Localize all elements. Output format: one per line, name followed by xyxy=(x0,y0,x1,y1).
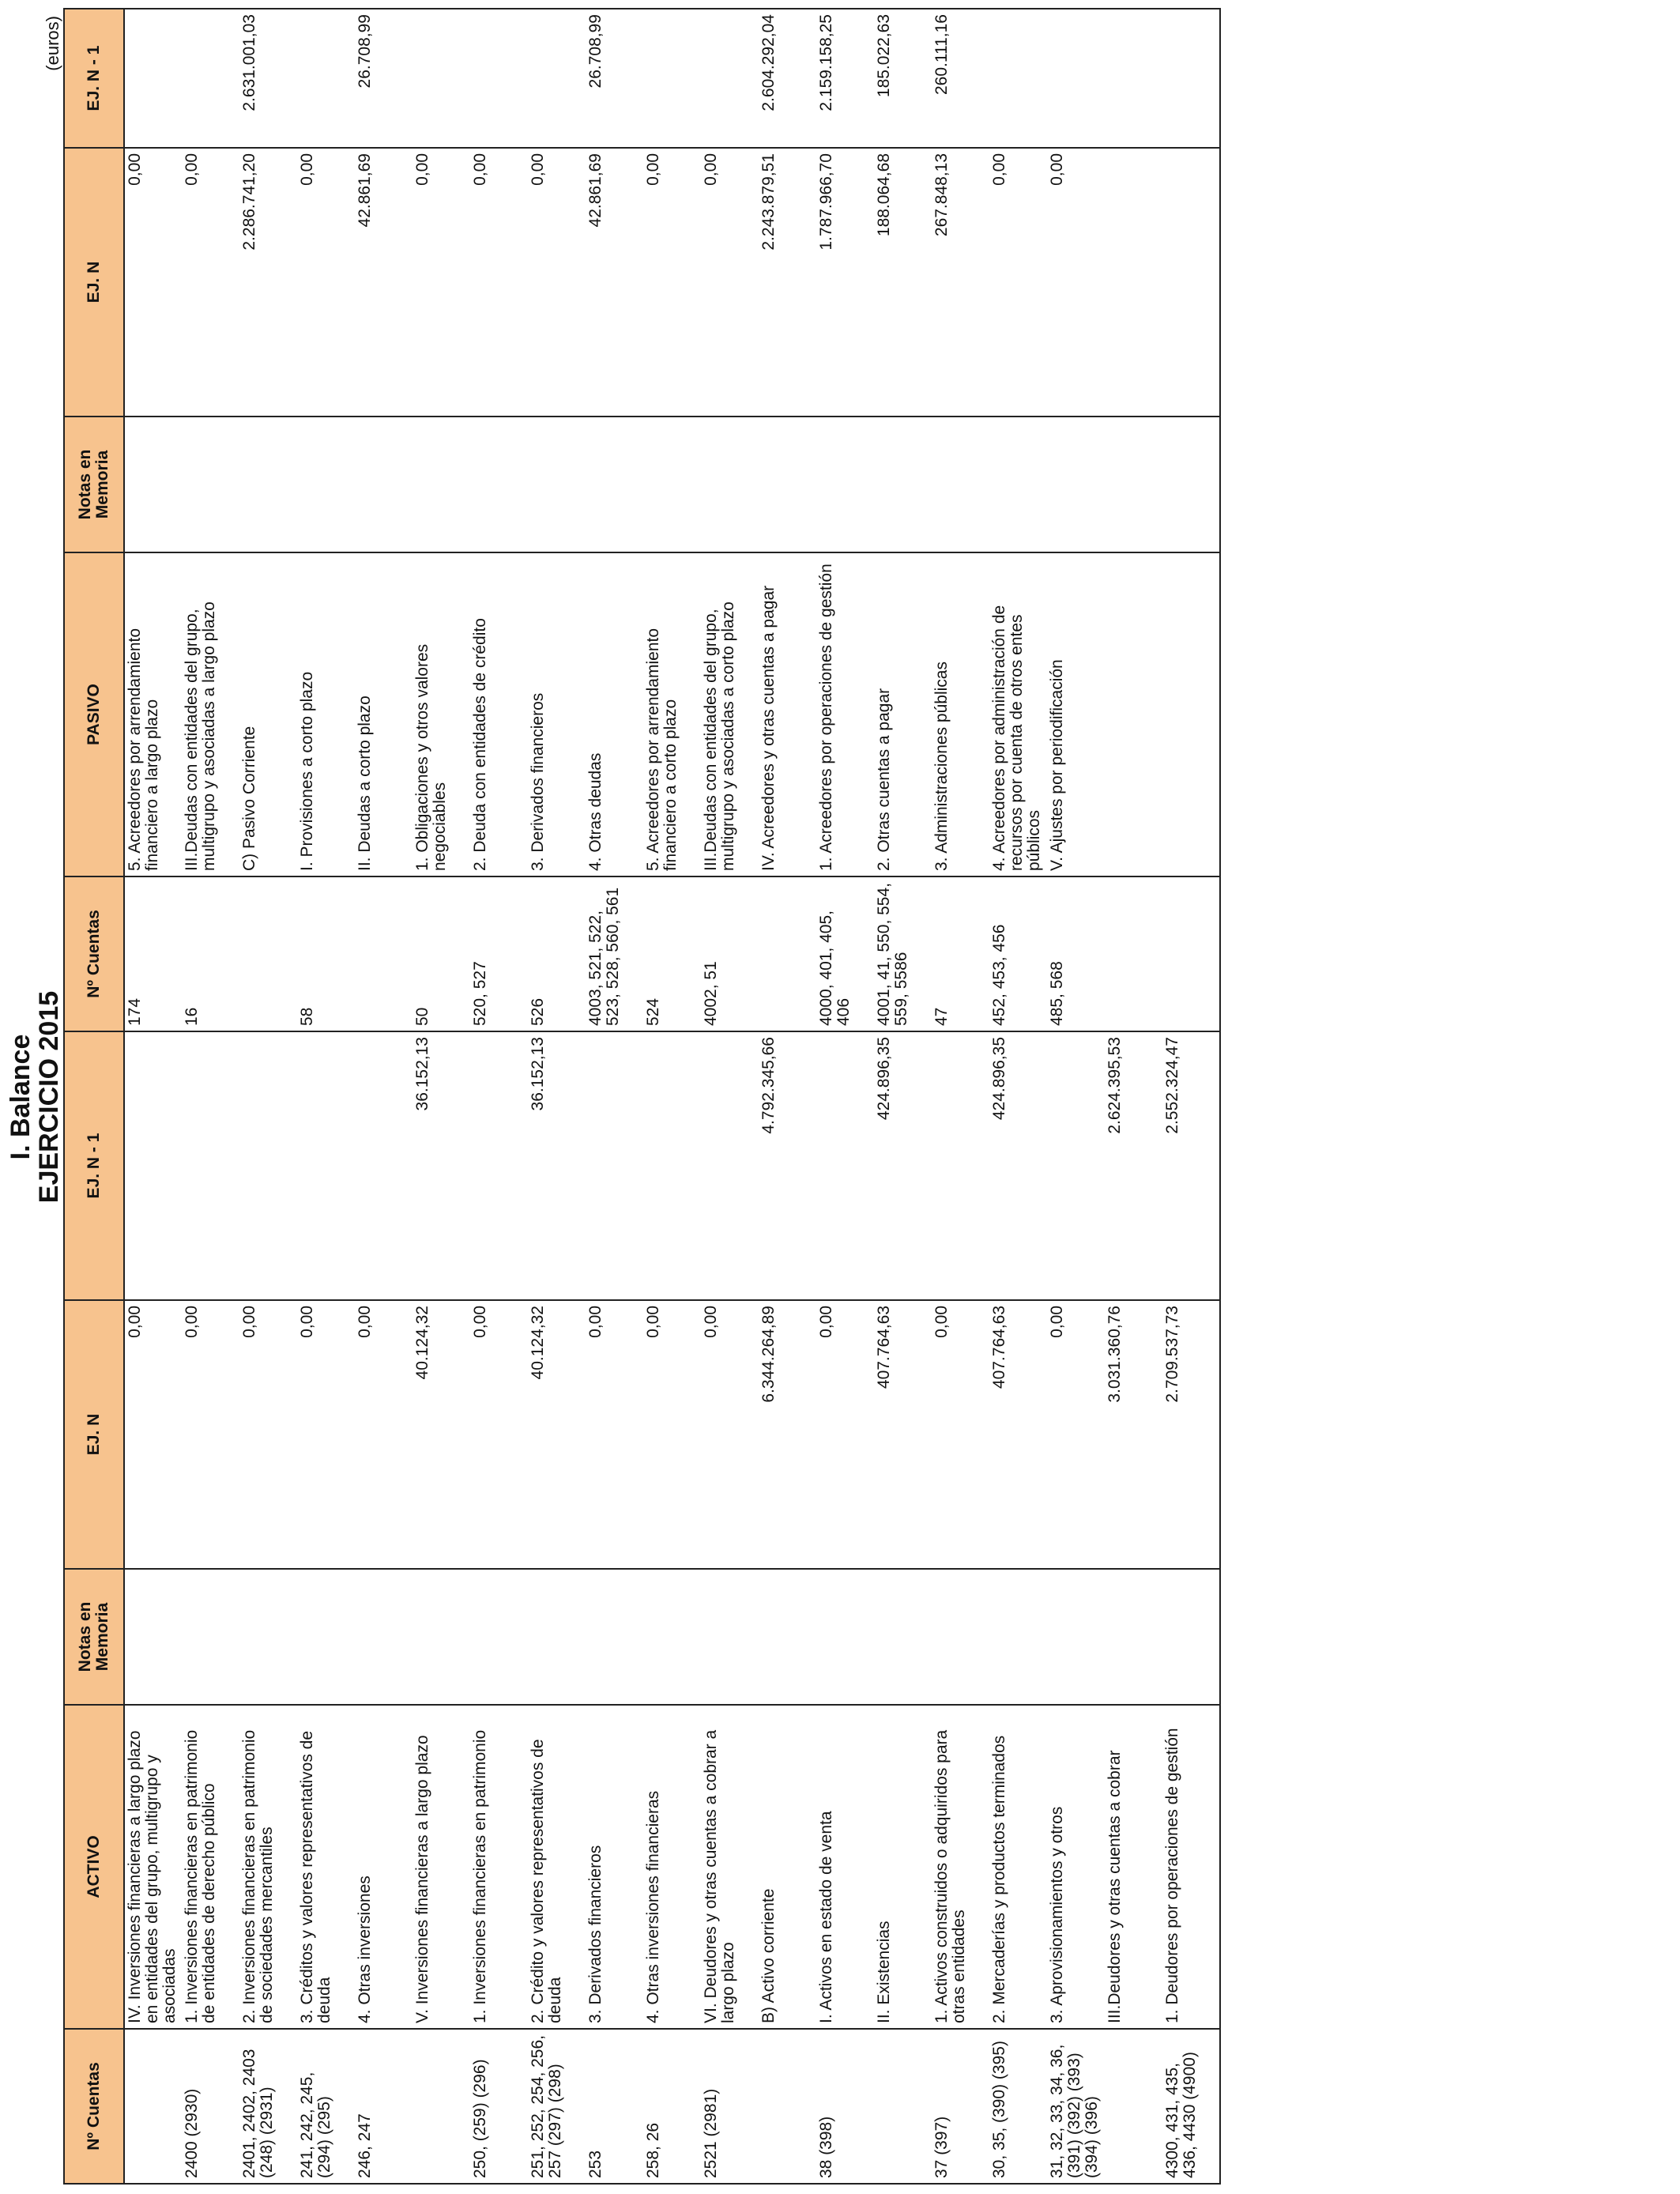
pasivo-label-cell: III.Deudas con entidades del grupo, multigrupo y asociadas a largo plazo xyxy=(182,552,239,876)
pasivo-cuentas-cell: 524 xyxy=(643,876,701,1031)
pasivo-notas-cell xyxy=(1047,417,1105,552)
pasivo-label-cell: 1. Obligaciones y otros valores negociables xyxy=(412,552,470,876)
pasivo-label-cell: 2. Deuda con entidades de crédito xyxy=(470,552,528,876)
activo-notas-cell xyxy=(701,1569,759,1705)
activo-label-cell: III.Deudores y otras cuentas a cobrar xyxy=(1105,1705,1162,2029)
activo-notas-cell xyxy=(470,1569,528,1705)
pasivo-ej-n1-cell xyxy=(528,9,586,148)
pasivo-label-cell: 5. Acreedores por arrendamiento financiero a corto plazo xyxy=(643,552,701,876)
pasivo-cuentas-cell xyxy=(1162,876,1220,1031)
activo-ej-n1-cell xyxy=(355,1031,412,1300)
header-activo: ACTIVO xyxy=(64,1705,124,2029)
pasivo-ej-n-cell: 0,00 xyxy=(297,148,355,417)
table-row xyxy=(643,9,701,2184)
activo-notas-cell xyxy=(874,1569,932,1705)
activo-cuentas-cell xyxy=(412,2029,470,2184)
pasivo-ej-n1-cell: 260.111,16 xyxy=(932,9,989,148)
pasivo-ej-n-cell: 0,00 xyxy=(470,148,528,417)
activo-ej-n-cell: 2.709.537,73 xyxy=(1162,1300,1220,1569)
activo-label-cell: 2. Crédito y valores representativos de deuda xyxy=(528,1705,586,2029)
table-row xyxy=(239,9,297,2184)
pasivo-cuentas-cell: 4002, 51 xyxy=(701,876,759,1031)
activo-cuentas-cell: 30, 35, (390) (395) xyxy=(989,2029,1047,2184)
activo-ej-n-cell: 0,00 xyxy=(816,1300,874,1569)
activo-cuentas-cell: 2401, 2402, 2403 (248) (2931) xyxy=(239,2029,297,2184)
pasivo-notas-cell xyxy=(412,417,470,552)
header-pasivo-notas: Notas en Memoria xyxy=(64,417,124,552)
pasivo-cuentas-cell: 520, 527 xyxy=(470,876,528,1031)
activo-label-cell: B) Activo corriente xyxy=(759,1705,816,2029)
activo-label-cell: IV. Inversiones financieras a largo plazo en entidades del grupo, multigrupo y asociadas xyxy=(124,1705,182,2029)
pasivo-ej-n1-cell xyxy=(701,9,759,148)
table-row xyxy=(759,9,816,2184)
pasivo-label-cell: 4. Otras deudas xyxy=(586,552,643,876)
table-row xyxy=(1105,9,1162,2184)
activo-ej-n1-cell: 424.896,35 xyxy=(989,1031,1047,1300)
pasivo-ej-n1-cell xyxy=(989,9,1047,148)
pasivo-notas-cell xyxy=(124,417,182,552)
activo-notas-cell xyxy=(297,1569,355,1705)
header-pasivo: PASIVO xyxy=(64,552,124,876)
activo-label-cell: VI. Deudores y otras cuentas a cobrar a largo plazo xyxy=(701,1705,759,2029)
pasivo-label-cell: II. Deudas a corto plazo xyxy=(355,552,412,876)
pasivo-notas-cell xyxy=(874,417,932,552)
activo-ej-n-cell: 0,00 xyxy=(586,1300,643,1569)
pasivo-ej-n-cell: 2.286.741,20 xyxy=(239,148,297,417)
table-row xyxy=(932,9,989,2184)
pasivo-notas-cell xyxy=(989,417,1047,552)
pasivo-label-cell: V. Ajustes por periodificación xyxy=(1047,552,1105,876)
pasivo-ej-n1-cell: 2.159.158,25 xyxy=(816,9,874,148)
pasivo-ej-n-cell: 0,00 xyxy=(182,148,239,417)
activo-ej-n1-cell xyxy=(701,1031,759,1300)
table-row xyxy=(297,9,355,2184)
pasivo-cuentas-cell: 16 xyxy=(182,876,239,1031)
pasivo-cuentas-cell: 485, 568 xyxy=(1047,876,1105,1031)
activo-ej-n-cell: 0,00 xyxy=(1047,1300,1105,1569)
activo-cuentas-cell: 258, 26 xyxy=(643,2029,701,2184)
pasivo-label-cell xyxy=(1162,552,1220,876)
activo-label-cell: 1. Deudores por operaciones de gestión xyxy=(1162,1705,1220,2029)
pasivo-notas-cell xyxy=(1162,417,1220,552)
activo-cuentas-cell: 31, 32, 33, 34, 36, (391) (392) (393) (394) (396) xyxy=(1047,2029,1105,2184)
pasivo-label-cell: C) Pasivo Corriente xyxy=(239,552,297,876)
activo-ej-n1-cell xyxy=(643,1031,701,1300)
pasivo-cuentas-cell: 452, 453, 456 xyxy=(989,876,1047,1031)
pasivo-ej-n1-cell xyxy=(643,9,701,148)
pasivo-cuentas-cell: 47 xyxy=(932,876,989,1031)
pasivo-ej-n-cell: 2.243.879,51 xyxy=(759,148,816,417)
pasivo-ej-n-cell: 188.064,68 xyxy=(874,148,932,417)
activo-label-cell: II. Existencias xyxy=(874,1705,932,2029)
header-activo-cuentas: Nº Cuentas xyxy=(64,2029,124,2184)
pasivo-ej-n-cell: 0,00 xyxy=(1047,148,1105,417)
activo-label-cell: 3. Créditos y valores representativos de deuda xyxy=(297,1705,355,2029)
pasivo-ej-n1-cell xyxy=(1162,9,1220,148)
balance-table xyxy=(63,8,1221,2185)
activo-label-cell: 1. Inversiones financieras en patrimonio xyxy=(470,1705,528,2029)
activo-notas-cell xyxy=(816,1569,874,1705)
activo-cuentas-cell: 2400 (2930) xyxy=(182,2029,239,2184)
activo-ej-n1-cell xyxy=(1047,1031,1105,1300)
pasivo-ej-n-cell: 0,00 xyxy=(412,148,470,417)
pasivo-cuentas-cell: 58 xyxy=(297,876,355,1031)
pasivo-label-cell: 4. Acreedores por administración de recursos por cuenta de otros entes públicos xyxy=(989,552,1047,876)
pasivo-ej-n1-cell xyxy=(297,9,355,148)
pasivo-ej-n1-cell: 26.708,99 xyxy=(586,9,643,148)
activo-label-cell: 1. Activos construidos o adquiridos para otras entidades xyxy=(932,1705,989,2029)
activo-notas-cell xyxy=(528,1569,586,1705)
pasivo-ej-n-cell: 267.848,13 xyxy=(932,148,989,417)
pasivo-ej-n1-cell xyxy=(1105,9,1162,148)
activo-notas-cell xyxy=(412,1569,470,1705)
activo-cuentas-cell: 250, (259) (296) xyxy=(470,2029,528,2184)
pasivo-cuentas-cell: 174 xyxy=(124,876,182,1031)
activo-label-cell: 3. Aprovisionamientos y otros xyxy=(1047,1705,1105,2029)
activo-label-cell: V. Inversiones financieras a largo plazo xyxy=(412,1705,470,2029)
header-activo-ej-n: EJ. N xyxy=(64,1300,124,1569)
pasivo-notas-cell xyxy=(701,417,759,552)
activo-label-cell: 4. Otras inversiones xyxy=(355,1705,412,2029)
activo-ej-n1-cell: 36.152,13 xyxy=(412,1031,470,1300)
activo-notas-cell xyxy=(759,1569,816,1705)
table-row xyxy=(586,9,643,2184)
header-activo-notas: Notas en Memoria xyxy=(64,1569,124,1705)
pasivo-ej-n1-cell: 2.631.001,03 xyxy=(239,9,297,148)
pasivo-ej-n-cell: 0,00 xyxy=(124,148,182,417)
activo-notas-cell xyxy=(1105,1569,1162,1705)
pasivo-label-cell: III.Deudas con entidades del grupo, multigrupo y asociadas a corto plazo xyxy=(701,552,759,876)
pasivo-ej-n1-cell xyxy=(182,9,239,148)
table-row xyxy=(355,9,412,2184)
table-row xyxy=(701,9,759,2184)
pasivo-cuentas-cell: 4000, 401, 405, 406 xyxy=(816,876,874,1031)
pasivo-label-cell: 1. Acreedores por operaciones de gestión xyxy=(816,552,874,876)
activo-ej-n1-cell xyxy=(239,1031,297,1300)
activo-ej-n-cell: 6.344.264,89 xyxy=(759,1300,816,1569)
table-row xyxy=(816,9,874,2184)
activo-ej-n-cell: 0,00 xyxy=(355,1300,412,1569)
activo-ej-n-cell: 0,00 xyxy=(297,1300,355,1569)
pasivo-notas-cell xyxy=(239,417,297,552)
activo-ej-n-cell: 407.764,63 xyxy=(989,1300,1047,1569)
activo-cuentas-cell xyxy=(759,2029,816,2184)
activo-ej-n1-cell xyxy=(816,1031,874,1300)
activo-notas-cell xyxy=(989,1569,1047,1705)
pasivo-cuentas-cell xyxy=(355,876,412,1031)
activo-ej-n-cell: 0,00 xyxy=(470,1300,528,1569)
activo-notas-cell xyxy=(643,1569,701,1705)
activo-notas-cell xyxy=(182,1569,239,1705)
table-row xyxy=(528,9,586,2184)
pasivo-cuentas-cell xyxy=(1105,876,1162,1031)
activo-cuentas-cell: 253 xyxy=(586,2029,643,2184)
activo-ej-n1-cell: 2.552.324,47 xyxy=(1162,1031,1220,1300)
pasivo-cuentas-cell xyxy=(759,876,816,1031)
activo-cuentas-cell xyxy=(124,2029,182,2184)
pasivo-ej-n-cell: 0,00 xyxy=(528,148,586,417)
activo-ej-n1-cell xyxy=(932,1031,989,1300)
activo-cuentas-cell: 4300, 431, 435, 436, 4430 (4900) xyxy=(1162,2029,1220,2184)
pasivo-notas-cell xyxy=(297,417,355,552)
page-title: I. Balance xyxy=(6,1034,36,1160)
pasivo-ej-n1-cell: 26.708,99 xyxy=(355,9,412,148)
table-row xyxy=(124,9,182,2184)
pasivo-notas-cell xyxy=(816,417,874,552)
pasivo-notas-cell xyxy=(528,417,586,552)
activo-ej-n-cell: 0,00 xyxy=(239,1300,297,1569)
pasivo-notas-cell xyxy=(182,417,239,552)
pasivo-cuentas-cell: 526 xyxy=(528,876,586,1031)
pasivo-notas-cell xyxy=(932,417,989,552)
pasivo-notas-cell xyxy=(1105,417,1162,552)
table-header-row xyxy=(64,9,124,2184)
activo-notas-cell xyxy=(1162,1569,1220,1705)
activo-ej-n1-cell xyxy=(182,1031,239,1300)
header-pasivo-ej-n1: EJ. N - 1 xyxy=(64,9,124,148)
pasivo-label-cell xyxy=(1105,552,1162,876)
activo-ej-n-cell: 40.124,32 xyxy=(528,1300,586,1569)
table-row xyxy=(874,9,932,2184)
activo-ej-n-cell: 0,00 xyxy=(124,1300,182,1569)
activo-cuentas-cell: 38 (398) xyxy=(816,2029,874,2184)
header-activo-ej-n1: EJ. N - 1 xyxy=(64,1031,124,1300)
table-row xyxy=(470,9,528,2184)
activo-label-cell: 2. Mercaderías y productos terminados xyxy=(989,1705,1047,2029)
activo-ej-n1-cell: 424.896,35 xyxy=(874,1031,932,1300)
pasivo-label-cell: 5. Acreedores por arrendamiento financiero a largo plazo xyxy=(124,552,182,876)
pasivo-label-cell: 3. Derivados financieros xyxy=(528,552,586,876)
activo-notas-cell xyxy=(239,1569,297,1705)
activo-ej-n-cell: 407.764,63 xyxy=(874,1300,932,1569)
activo-ej-n-cell: 40.124,32 xyxy=(412,1300,470,1569)
activo-ej-n1-cell xyxy=(470,1031,528,1300)
pasivo-notas-cell xyxy=(759,417,816,552)
activo-notas-cell xyxy=(1047,1569,1105,1705)
activo-notas-cell xyxy=(355,1569,412,1705)
table-row xyxy=(1047,9,1105,2184)
pasivo-ej-n-cell: 42.861,69 xyxy=(355,148,412,417)
pasivo-label-cell: I. Provisiones a corto plazo xyxy=(297,552,355,876)
table-row xyxy=(1162,9,1220,2184)
pasivo-ej-n1-cell: 185.022,63 xyxy=(874,9,932,148)
activo-cuentas-cell: 251, 252, 254, 256, 257 (297) (298) xyxy=(528,2029,586,2184)
table-row xyxy=(989,9,1047,2184)
activo-ej-n-cell: 0,00 xyxy=(701,1300,759,1569)
activo-cuentas-cell: 241, 242, 245, (294) (295) xyxy=(297,2029,355,2184)
pasivo-ej-n1-cell xyxy=(470,9,528,148)
activo-label-cell: 4. Otras inversiones financieras xyxy=(643,1705,701,2029)
activo-cuentas-cell xyxy=(1105,2029,1162,2184)
activo-notas-cell xyxy=(124,1569,182,1705)
activo-cuentas-cell: 246, 247 xyxy=(355,2029,412,2184)
pasivo-cuentas-cell: 50 xyxy=(412,876,470,1031)
pasivo-ej-n1-cell xyxy=(1047,9,1105,148)
pasivo-label-cell: IV. Acreedores y otras cuentas a pagar xyxy=(759,552,816,876)
pasivo-ej-n1-cell: 2.604.292,04 xyxy=(759,9,816,148)
activo-label-cell: 2. Inversiones financieras en patrimonio de sociedades mercantiles xyxy=(239,1705,297,2029)
activo-label-cell: I. Activos en estado de venta xyxy=(816,1705,874,2029)
activo-ej-n1-cell xyxy=(297,1031,355,1300)
activo-ej-n1-cell: 36.152,13 xyxy=(528,1031,586,1300)
activo-notas-cell xyxy=(932,1569,989,1705)
activo-cuentas-cell xyxy=(874,2029,932,2184)
pasivo-ej-n-cell: 42.861,69 xyxy=(586,148,643,417)
activo-cuentas-cell: 37 (397) xyxy=(932,2029,989,2184)
activo-label-cell: 3. Derivados financieros xyxy=(586,1705,643,2029)
activo-notas-cell xyxy=(586,1569,643,1705)
pasivo-cuentas-cell: 4003, 521, 522, 523, 528, 560, 561 xyxy=(586,876,643,1031)
header-pasivo-ej-n: EJ. N xyxy=(64,148,124,417)
page-subtitle: EJERCICIO 2015 xyxy=(34,990,64,1204)
pasivo-ej-n-cell: 0,00 xyxy=(989,148,1047,417)
activo-label-cell: 1. Inversiones financieras en patrimonio de entidades de derecho público xyxy=(182,1705,239,2029)
pasivo-ej-n-cell xyxy=(1105,148,1162,417)
activo-ej-n-cell: 0,00 xyxy=(643,1300,701,1569)
activo-ej-n-cell: 0,00 xyxy=(932,1300,989,1569)
activo-ej-n-cell: 0,00 xyxy=(182,1300,239,1569)
pasivo-ej-n-cell xyxy=(1162,148,1220,417)
pasivo-ej-n-cell: 1.787.966,70 xyxy=(816,148,874,417)
activo-ej-n1-cell xyxy=(586,1031,643,1300)
pasivo-ej-n-cell: 0,00 xyxy=(701,148,759,417)
pasivo-label-cell: 3. Administraciones públicas xyxy=(932,552,989,876)
table-row xyxy=(412,9,470,2184)
pasivo-notas-cell xyxy=(586,417,643,552)
pasivo-cuentas-cell: 4001, 41, 550, 554, 559, 5586 xyxy=(874,876,932,1031)
pasivo-label-cell: 2. Otras cuentas a pagar xyxy=(874,552,932,876)
activo-cuentas-cell: 2521 (2981) xyxy=(701,2029,759,2184)
table-row xyxy=(182,9,239,2184)
header-pasivo-cuentas: Nº Cuentas xyxy=(64,876,124,1031)
currency-unit: (euros) xyxy=(43,16,62,71)
pasivo-notas-cell xyxy=(470,417,528,552)
pasivo-ej-n-cell: 0,00 xyxy=(643,148,701,417)
pasivo-cuentas-cell xyxy=(239,876,297,1031)
pasivo-notas-cell xyxy=(643,417,701,552)
activo-ej-n1-cell xyxy=(124,1031,182,1300)
activo-ej-n1-cell: 2.624.395,53 xyxy=(1105,1031,1162,1300)
pasivo-ej-n1-cell xyxy=(124,9,182,148)
activo-ej-n-cell: 3.031.360,76 xyxy=(1105,1300,1162,1569)
activo-ej-n1-cell: 4.792.345,66 xyxy=(759,1031,816,1300)
pasivo-notas-cell xyxy=(355,417,412,552)
pasivo-ej-n1-cell xyxy=(412,9,470,148)
